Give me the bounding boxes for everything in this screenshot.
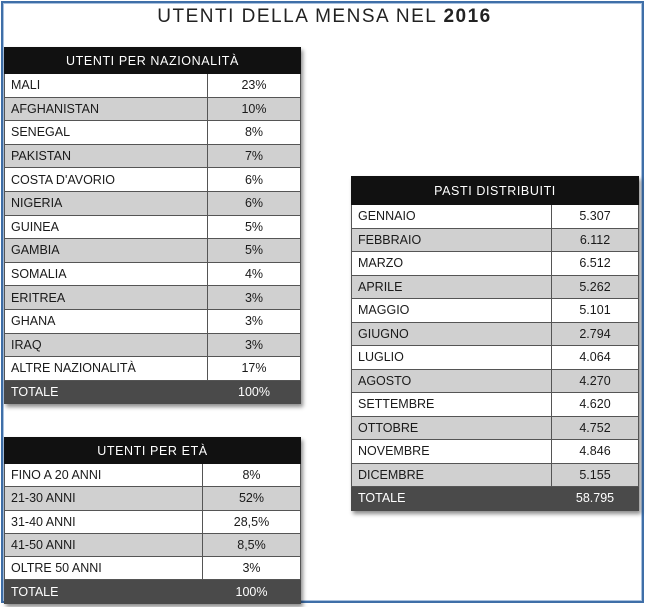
row-label: APRILE: [352, 275, 552, 299]
total-row: [352, 487, 639, 511]
row-label: MARZO: [352, 252, 552, 276]
row-label: PAKISTAN: [5, 144, 208, 168]
table-row: [5, 333, 301, 357]
table-row: [5, 510, 301, 533]
row-label: GIUGNO: [352, 322, 552, 346]
age-table-header: UTENTI PER ETÀ: [5, 438, 301, 464]
nationality-table: [4, 47, 301, 404]
row-label: DICEMBRE: [352, 463, 552, 487]
nationality-table-header: UTENTI PER NAZIONALITÀ: [5, 48, 301, 74]
row-value: 6.512: [552, 252, 639, 276]
row-value: 58.795: [552, 487, 639, 511]
row-label: GAMBIA: [5, 239, 208, 263]
table-row: [352, 346, 639, 370]
row-label: TOTALE: [352, 487, 552, 511]
row-value: 4.846: [552, 440, 639, 464]
row-label: NIGERIA: [5, 191, 208, 215]
table-row: [352, 440, 639, 464]
row-value: 2.794: [552, 322, 639, 346]
meals-table-header: PASTI DISTRIBUITI: [352, 177, 639, 205]
table-row: [5, 168, 301, 192]
row-value: 17%: [208, 357, 301, 381]
row-label: COSTA D'AVORIO: [5, 168, 208, 192]
row-value: 5%: [208, 215, 301, 239]
row-value: 8%: [208, 121, 301, 145]
table-row: [352, 205, 639, 229]
table-row: [5, 215, 301, 239]
row-value: 6%: [208, 191, 301, 215]
row-value: 52%: [203, 487, 301, 510]
table-row: [352, 369, 639, 393]
table-row: [352, 322, 639, 346]
row-label: ERITREA: [5, 286, 208, 310]
row-label: TOTALE: [5, 380, 208, 404]
row-label: FINO A 20 ANNI: [5, 464, 203, 487]
row-label: SOMALIA: [5, 262, 208, 286]
table-row: [5, 144, 301, 168]
table-row: [5, 533, 301, 556]
total-row: [5, 580, 301, 603]
row-value: 3%: [208, 309, 301, 333]
row-value: 4.064: [552, 346, 639, 370]
row-label: LUGLIO: [352, 346, 552, 370]
row-value: 5.101: [552, 299, 639, 323]
table-row: [352, 252, 639, 276]
row-value: 4.270: [552, 369, 639, 393]
table-row: [5, 74, 301, 98]
row-label: SENEGAL: [5, 121, 208, 145]
row-label: GENNAIO: [352, 205, 552, 229]
table-row: [352, 299, 639, 323]
row-value: 5.307: [552, 205, 639, 229]
table-row: [5, 121, 301, 145]
row-value: 100%: [203, 580, 301, 603]
row-value: 4.620: [552, 393, 639, 417]
row-value: 5%: [208, 239, 301, 263]
row-value: 28,5%: [203, 510, 301, 533]
row-label: OTTOBRE: [352, 416, 552, 440]
row-label: GUINEA: [5, 215, 208, 239]
row-label: AGOSTO: [352, 369, 552, 393]
row-value: 3%: [208, 333, 301, 357]
table-row: [5, 191, 301, 215]
age-table: [4, 437, 301, 604]
table-row: [5, 557, 301, 580]
table-row: [352, 228, 639, 252]
row-label: ALTRE NAZIONALITÀ: [5, 357, 208, 381]
row-label: NOVEMBRE: [352, 440, 552, 464]
row-label: AFGHANISTAN: [5, 97, 208, 121]
row-label: TOTALE: [5, 580, 203, 603]
row-value: 23%: [208, 74, 301, 98]
table-row: [5, 357, 301, 381]
meals-table: [351, 176, 639, 511]
row-value: 7%: [208, 144, 301, 168]
table-row: [352, 275, 639, 299]
row-value: 8%: [203, 464, 301, 487]
table-row: [5, 309, 301, 333]
row-value: 100%: [208, 380, 301, 404]
table-row: [352, 393, 639, 417]
page-title-prefix: UTENTI DELLA MENSA NEL: [157, 6, 437, 27]
row-value: 6%: [208, 168, 301, 192]
row-value: 6.112: [552, 228, 639, 252]
row-label: GHANA: [5, 309, 208, 333]
table-row: [352, 416, 639, 440]
row-label: 41-50 ANNI: [5, 533, 203, 556]
row-label: MAGGIO: [352, 299, 552, 323]
row-label: FEBBRAIO: [352, 228, 552, 252]
row-value: 10%: [208, 97, 301, 121]
row-label: MALI: [5, 74, 208, 98]
page-title: [0, 6, 649, 28]
page-title-year: 2016: [443, 6, 492, 27]
row-value: 3%: [203, 557, 301, 580]
row-label: OLTRE 50 ANNI: [5, 557, 203, 580]
table-row: [5, 262, 301, 286]
table-row: [5, 286, 301, 310]
row-value: 3%: [208, 286, 301, 310]
row-value: 5.155: [552, 463, 639, 487]
table-row: [352, 463, 639, 487]
row-value: 4.752: [552, 416, 639, 440]
row-label: SETTEMBRE: [352, 393, 552, 417]
row-label: 21-30 ANNI: [5, 487, 203, 510]
row-label: IRAQ: [5, 333, 208, 357]
row-value: 4%: [208, 262, 301, 286]
total-row: [5, 380, 301, 404]
table-row: [5, 239, 301, 263]
table-row: [5, 464, 301, 487]
table-row: [5, 97, 301, 121]
table-row: [5, 487, 301, 510]
row-value: 8,5%: [203, 533, 301, 556]
row-value: 5.262: [552, 275, 639, 299]
row-label: 31-40 ANNI: [5, 510, 203, 533]
